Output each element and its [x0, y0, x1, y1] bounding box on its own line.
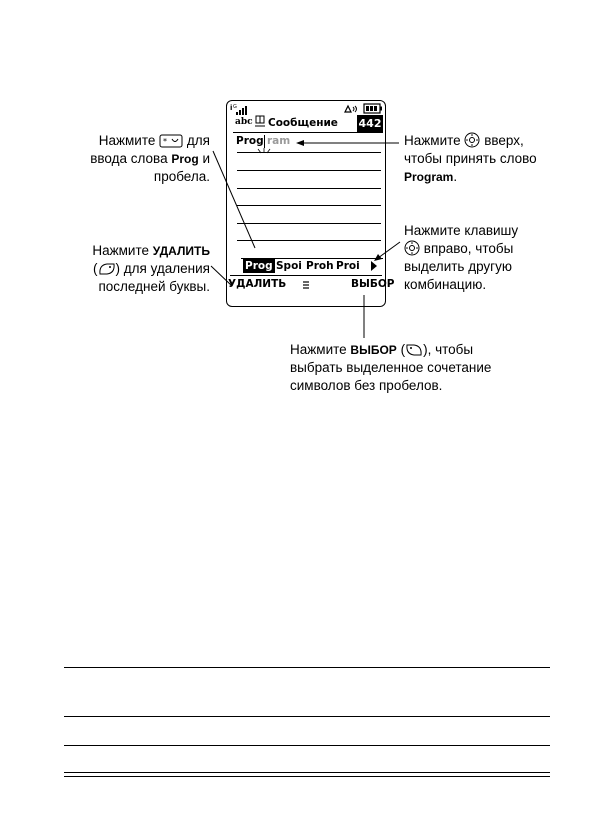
- candidate-item[interactable]: Proi: [336, 260, 360, 272]
- softkey-left[interactable]: УДАЛИТЬ: [228, 278, 287, 290]
- table-rule: [64, 716, 550, 717]
- table-rule: [64, 667, 550, 668]
- softkey-right[interactable]: ВЫБОР: [351, 278, 395, 290]
- candidate-selected[interactable]: Prog: [245, 260, 273, 272]
- callout-delete: Нажмите УДАЛИТЬ ( ) для удаления последней буквы.: [92, 243, 210, 294]
- star-key-icon: [159, 134, 183, 148]
- svg-text:*: *: [163, 137, 168, 146]
- left-softkey-icon: [98, 262, 116, 276]
- table-rule: [64, 772, 550, 773]
- table-rule: [64, 745, 550, 746]
- nav-key-icon: [404, 240, 420, 256]
- candidate-item[interactable]: Proh: [306, 260, 334, 272]
- callout-accept-word: Нажмите вверх, чтобы принять слово Program.: [404, 133, 537, 184]
- suggestion-rest: ram: [267, 135, 291, 147]
- mode-label: abc: [235, 117, 253, 127]
- svg-text:G: G: [233, 104, 237, 110]
- callout-enter-word: Нажмите * для ввода слова Prog и пробела.: [90, 133, 210, 184]
- candidate-item[interactable]: Spoi: [276, 260, 302, 272]
- nav-key-icon: [464, 132, 480, 148]
- char-counter: 442: [358, 117, 382, 130]
- message-title: Сообщение: [268, 117, 338, 129]
- callout-next-combo: Нажмите клавишу вправо, чтобы выделить другую комбинацию.: [404, 223, 519, 292]
- right-softkey-icon: [405, 343, 423, 357]
- table-rule: [64, 776, 550, 777]
- callout-select: Нажмите ВЫБОР ( ), чтобы выбрать выделенное сочетание символов без пробелов.: [290, 342, 492, 393]
- svg-text:i: i: [230, 104, 233, 112]
- typed-word: Prog: [236, 135, 264, 147]
